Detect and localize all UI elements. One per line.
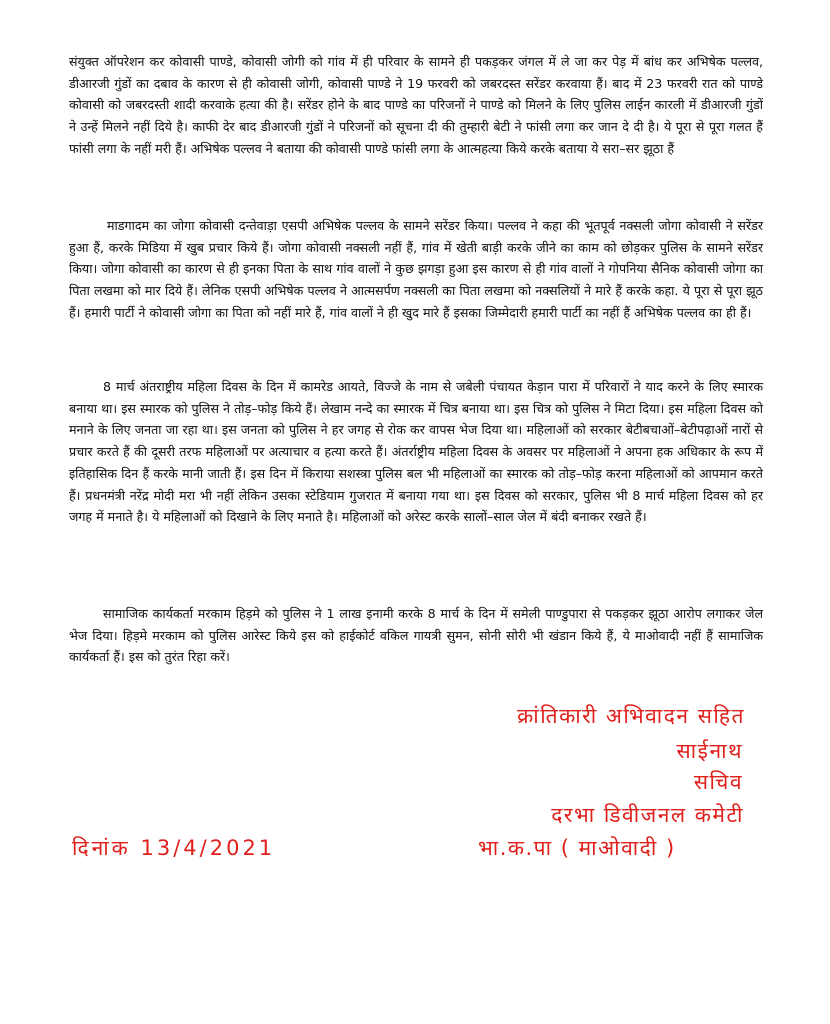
signature-name: साईनाथ [676,739,743,763]
paragraph-womens-day: 8 मार्च अंतराष्ट्रीय महिला दिवस के दिन में कामरेड आयते, विज्जे के नाम से जबेली पंचायत केड़ान पारा में परिवारों ने याद करने के लिए स्मारक बनाया था। इस स्मारक को पुलिस ने तोड़–फोड़ किये हैं। लेखाम नन्दे का स्मारक में चित्र बनाया था। इस चित्र को पुलिस ने मिटा दिया। इस महिला दिवस को मनाने के लिए जनता जा रहा था। इस जनता को पुलिस ने हर जगह से रोक कर वापस भेज दिया था। महिलाओं को सरकार बेटीबचाओं–बेटीपढ़ाओं नारों से प्रचार करते हैं की दूसरी तरफ महिलाओं पर अत्याचार व हत्या करते हैं। अंतर्राष्ट्रीय महिला दिवस के अवसर पर महिलाओं ने अपना हक अधिकार के रूप में इतिहासिक दिन हैं करके मानी जाती हैं। इस दिन में किराया सशस्त्रा पुलिस बल भी महिलाओं का स्मारक को तोड़–फोड़ करना महिलाओं को आपमान करते हैं। प्रधनमंत्री नरेंद्र मोदी मरा भी नहीं लेकिन उसका स्टेडियाम गुजरात में बनाया गया था। इस दिवस को सरकार, पुलिस भी 8 मार्च महिला दिवस को हर जगह में मनाते है। ये महिलाओं को दिखाने के लिए मनाते है। महिलाओं को अरेस्ट करके सालों–साल जेल में बंदी बनाकर रखते हैं। [69,379,763,525]
paragraph-hidme-markam: सामाजिक कार्यकर्ता मरकाम हिड़मे को पुलिस ने 1 लाख इनामी करके 8 मार्च के दिन में समेली पाण्डुपारा से पकड़कर झूठा आरोप लगाकर जेल भेज दिया। हिड़मे मरकाम को पुलिस आरेस्ट किये इस को हाईकोर्ट वकिल गायत्री सुमन, सोनी सोरी भी खंडान किये हैं, ये माओवादी नहीं हैं सामाजिक कार्यकर्ता हैं। इस को तुरंत रिहा करें। [69,606,763,665]
paragraph-koasi-pande: संयुक्त ऑपरेशन कर कोवासी पाण्डे, कोवासी जोगी को गांव में ही परिवार के सामने ही पकड़कर जंगल में ले जा कर पेड़ में बांध कर अभिषेक पल्लव, डीआरजी गुंडों का दबाव के कारण से ही कोवासी जोगी, कोवासी पाण्डे ने 19 फरवरी को जबरदस्त सरेंडर करवाया हैं। बाद में 23 फरवरी रात को पाण्डे कोवासी को जबरदस्ती शादी करवाके हत्या की है। सरेंडर होने के बाद पाण्डे का परिजनों ने पाण्डे को मिलने के लिए पुलिस लाईन कारली में डीआरजी गुंडों ने उन्हें मिलने नहीं दिये है। काफी देर बाद डीआरजी गुंडों ने परिजनों को सूचना दी की तुम्हारी बेटी ने फांसी लगा कर जान दे दी है। ये पूरा से पूरा गलत हैं फांसी लगा के नहीं मरी हैं। अभिषेक पल्लव ने बताया की कोवासी पाण्डे फांसी लगा के आत्महत्या किये करके बताया ये सरा–सर झूठा हैं [69,54,763,156]
signature-salutation: क्रांतिकारी अभिवादन सहित [517,704,745,728]
signature-committee: दरभा डिवीजनल कमेटी [551,803,744,827]
signature-party: भा.क.पा ( माओवादी ) [478,836,676,860]
document-date: दिनांक 13/4/2021 [72,836,276,860]
signature-designation: सचिव [693,770,743,794]
paragraph-joga-kovasi: माडगादम का जोगा कोवासी दन्तेवाड़ा एसपी अभिषेक पल्लव के सामने सरेंडर किया। पल्लव ने कहा की भूतपूर्व नक्सली जोगा कोवासी ने सरेंडर हुआ हैं, करके मिडिया में खुब प्रचार किये हैं। जोगा कोवासी नक्सली नहीं हैं, गांव में खेती बाड़ी करके जीने का काम को छोड़कर पुलिस के सामने सरेंडर किया। जोगा कोवासी का कारण से ही इनका पिता के साथ गांव वालों ने कुछ झगड़ा हुआ इस कारण से ही गांव वालों ने गोपनिया सैनिक कोवासी जोगा का पिता लखमा को मार दिये हैं। लेनिक एसपी अभिषेक पल्लव ने आत्मसर्पण नक्सली का पिता लखमा को नक्सलियों ने मारे हैं करके कहा. ये पूरा से पूरा झूठ हैं। हमारी पार्टी ने कोवासी जोगा का पिता को नहीं मारे हैं, गांव वालों ने ही खुद मारे हैं इसका जिम्मेदारी हमारी पार्टी का नहीं हैं अभिषेक पल्लव का ही हैं। [69,218,763,320]
